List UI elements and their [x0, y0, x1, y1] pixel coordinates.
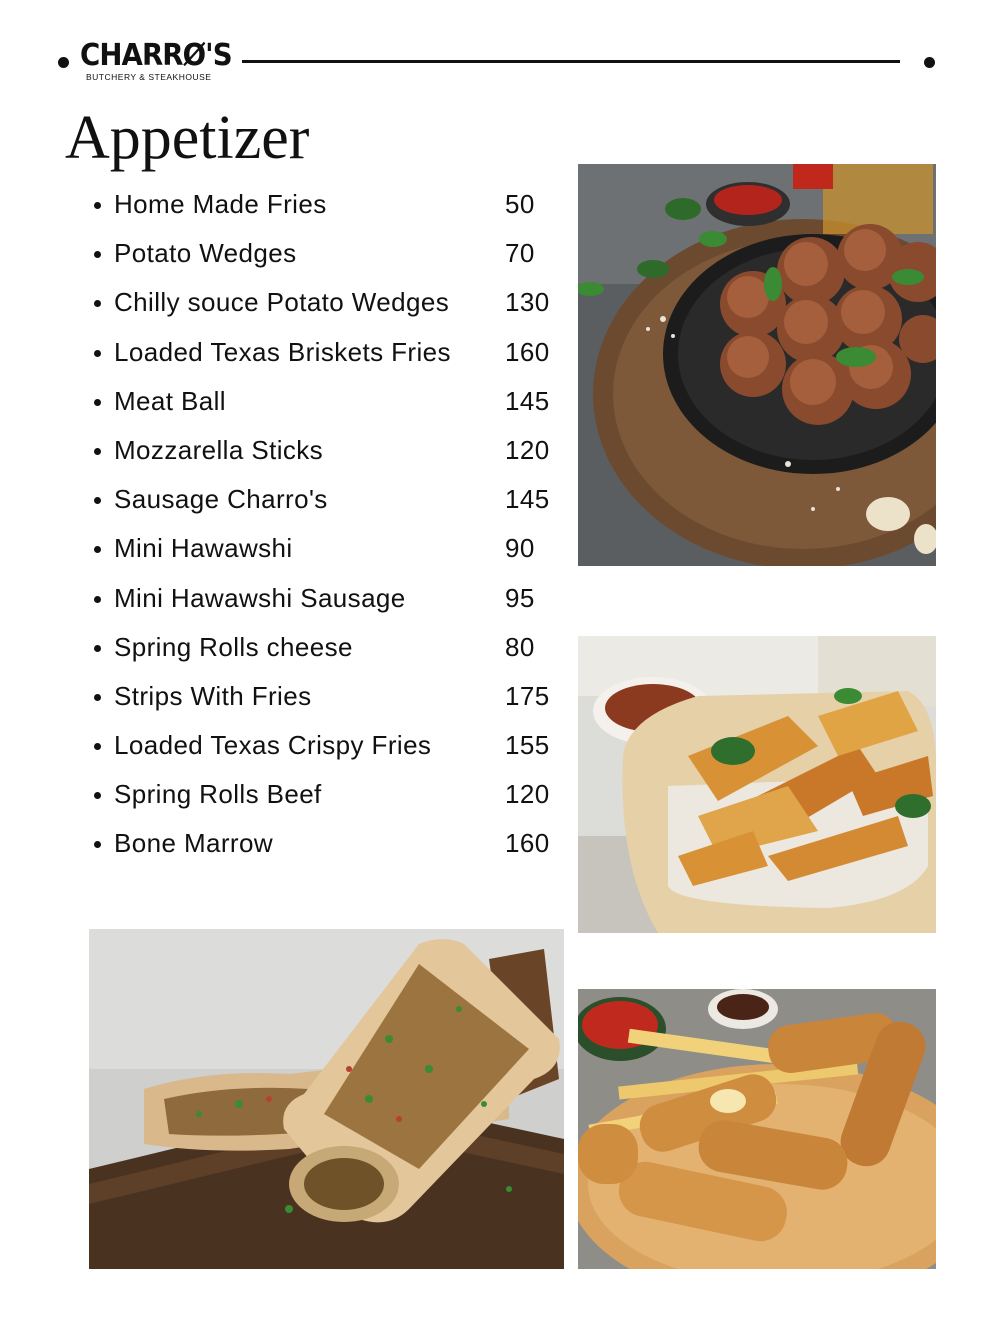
menu-item-price: 155 — [505, 730, 550, 761]
menu-item — [90, 672, 560, 721]
menu-item-name: Strips With Fries — [114, 680, 312, 711]
bullet-icon — [94, 399, 101, 406]
menu-item-name: Sausage Charro's — [114, 484, 328, 515]
menu-list — [90, 180, 560, 869]
bullet-icon — [94, 743, 101, 750]
menu-item-price: 145 — [505, 385, 550, 416]
potato-wedges-photo — [578, 636, 936, 933]
bullet-icon — [94, 841, 101, 848]
menu-item-price: 175 — [505, 680, 550, 711]
menu-item-name: Potato Wedges — [114, 238, 297, 269]
bullet-icon — [94, 596, 101, 603]
menu-item — [90, 426, 560, 475]
menu-item — [90, 574, 560, 623]
meatball-photo — [578, 164, 936, 566]
menu-item — [90, 229, 560, 278]
mozzarella-sticks-photo — [578, 989, 936, 1269]
menu-item — [90, 819, 560, 868]
menu-item-name: Spring Rolls cheese — [114, 631, 353, 662]
brand-logo — [80, 40, 230, 82]
menu-item-name: Loaded Texas Crispy Fries — [114, 730, 432, 761]
bullet-icon — [94, 694, 101, 701]
brand-tagline: BUTCHERY & STEAKHOUSE — [86, 72, 212, 82]
menu-item-price: 95 — [505, 582, 535, 613]
bullet-icon — [94, 497, 101, 504]
menu-item — [90, 377, 560, 426]
menu-item-name: Mini Hawawshi — [114, 533, 293, 564]
header-left-dot — [58, 57, 69, 68]
page-title: Appetizer — [65, 104, 310, 172]
menu-item-name: Mini Hawawshi Sausage — [114, 582, 406, 613]
menu-item-price: 90 — [505, 533, 535, 564]
bullet-icon — [94, 546, 101, 553]
bone-marrow-photo — [89, 929, 564, 1269]
menu-item — [90, 524, 560, 573]
header-right-dot — [924, 57, 935, 68]
menu-item-name: Bone Marrow — [114, 828, 274, 859]
menu-item-price: 160 — [505, 828, 550, 859]
menu-item — [90, 180, 560, 229]
menu-item-name: Home Made Fries — [114, 189, 327, 219]
menu-item — [90, 623, 560, 672]
bullet-icon — [94, 300, 101, 307]
menu-item-name: Mozzarella Sticks — [114, 434, 324, 465]
bullet-icon — [94, 448, 101, 455]
menu-item — [90, 328, 560, 377]
menu-item-price: 160 — [505, 336, 550, 367]
menu-item-price: 70 — [505, 238, 535, 269]
brand-name: CHARRØ'S — [80, 38, 232, 73]
menu-item-name: Spring Rolls Beef — [114, 779, 322, 810]
menu-item-name: Loaded Texas Briskets Fries — [114, 336, 451, 367]
menu-item-price: 120 — [505, 779, 550, 810]
menu-item-price: 145 — [505, 484, 550, 515]
menu-item — [90, 475, 560, 524]
menu-item-price: 50 — [505, 189, 535, 219]
bullet-icon — [94, 350, 101, 357]
bullet-icon — [94, 251, 101, 258]
menu-item — [90, 721, 560, 770]
menu-item — [90, 278, 560, 327]
menu-item-price: 120 — [505, 434, 550, 465]
menu-item-name: Meat Ball — [114, 385, 226, 416]
bullet-icon — [94, 645, 101, 652]
menu-item-name: Chilly souce Potato Wedges — [114, 287, 450, 318]
menu-item — [90, 770, 560, 819]
bullet-icon — [94, 202, 101, 209]
menu-item-price: 130 — [505, 287, 550, 318]
bullet-icon — [94, 792, 101, 799]
menu-item-price: 80 — [505, 631, 535, 662]
header-rule — [242, 60, 900, 63]
